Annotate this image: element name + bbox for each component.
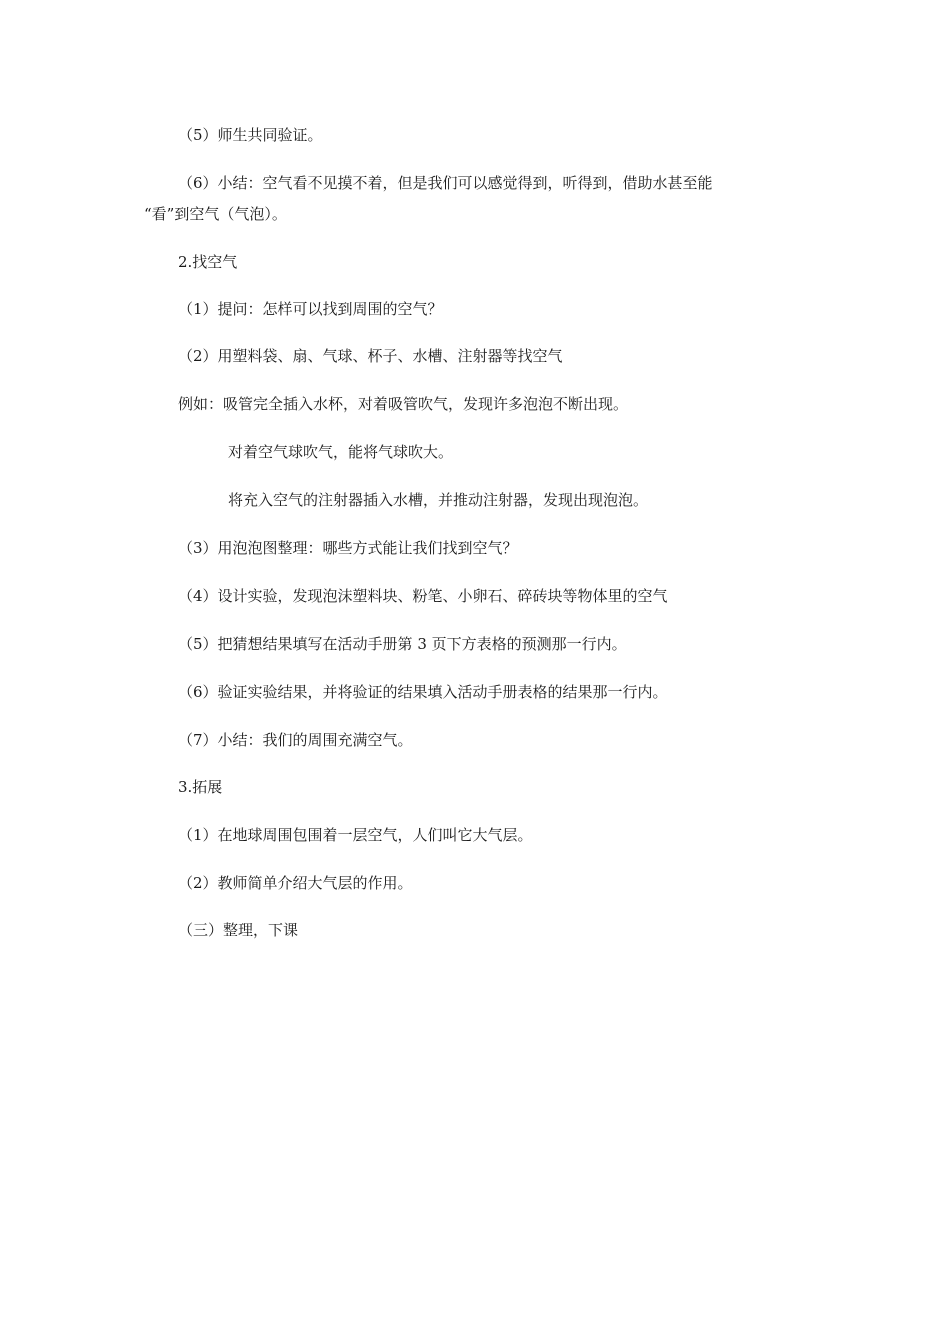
paragraph-step-5-verify: （5）师生共同验证。 (178, 126, 323, 144)
paragraph-step-6-summary-continued: “看”到空气（气泡）。 (144, 205, 287, 223)
section-heading-wrap-up: （三）整理，下课 (178, 921, 299, 939)
paragraph-find-step-5: （5）把猜想结果填写在活动手册第 3 页下方表格的预测那一行内。 (178, 635, 627, 653)
paragraph-step-6-summary: （6）小结：空气看不见摸不着，但是我们可以感觉得到，听得到，借助水甚至能 (178, 174, 713, 192)
paragraph-find-step-7: （7）小结：我们的周围充满空气。 (178, 731, 413, 749)
paragraph-example-straw: 例如：吸管完全插入水杯，对着吸管吹气，发现许多泡泡不断出现。 (178, 395, 629, 413)
paragraph-find-step-6: （6）验证实验结果，并将验证的结果填入活动手册表格的结果那一行内。 (178, 683, 668, 701)
section-heading-extension: 3.拓展 (178, 778, 223, 796)
paragraph-find-step-4: （4）设计实验，发现泡沫塑料块、粉笔、小卵石、碎砖块等物体里的空气 (178, 587, 668, 605)
paragraph-find-step-2: （2）用塑料袋、扇、气球、杯子、水槽、注射器等找空气 (178, 347, 563, 365)
paragraph-example-syringe: 将充入空气的注射器插入水槽，并推动注射器，发现出现泡泡。 (228, 491, 649, 509)
paragraph-extension-step-1: （1）在地球周围包围着一层空气，人们叫它大气层。 (178, 826, 533, 844)
paragraph-extension-step-2: （2）教师简单介绍大气层的作用。 (178, 874, 413, 892)
paragraph-example-balloon: 对着空气球吹气，能将气球吹大。 (228, 443, 454, 461)
paragraph-find-step-1: （1）提问：怎样可以找到周围的空气？ (178, 300, 443, 318)
section-heading-find-air: 2.找空气 (178, 253, 238, 271)
paragraph-find-step-3: （3）用泡泡图整理：哪些方式能让我们找到空气？ (178, 539, 518, 557)
